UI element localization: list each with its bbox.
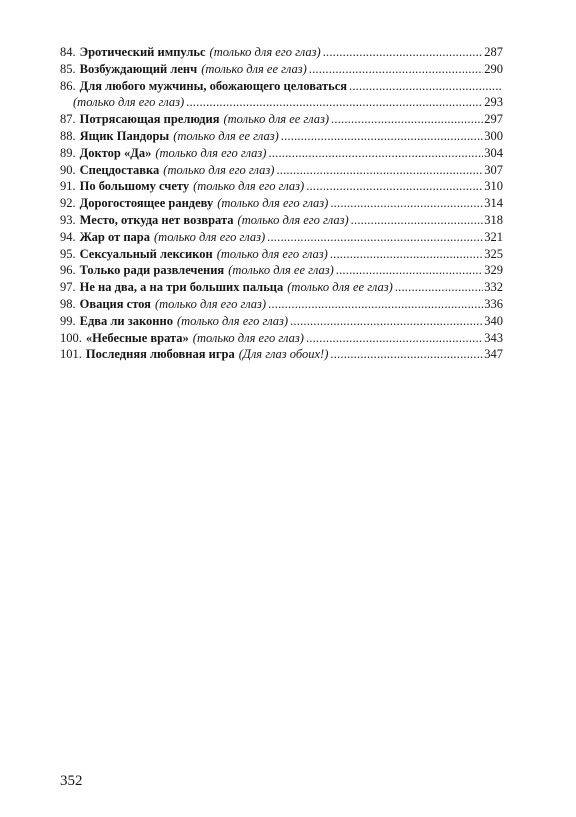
entry-title: Для любого мужчины, обожающего целоваться: [79, 78, 348, 93]
entry-page-number: 329: [484, 263, 503, 278]
entry-page-number: 310: [484, 179, 503, 194]
entry-title: Сексуальный лексикон: [79, 246, 213, 261]
dot-leader: [186, 94, 483, 111]
entry-page-number: 314: [484, 196, 503, 211]
entry-page-number: 347: [484, 347, 503, 362]
entry-note: (только для его глаз): [154, 229, 266, 244]
entry-number: 100.: [60, 330, 82, 345]
entry-number: 90.: [60, 162, 76, 177]
entry-title: Только ради развлечения: [79, 263, 225, 278]
entry-title: Дорогостоящее рандеву: [79, 196, 214, 211]
toc-entry: [60, 279, 503, 296]
toc-entry: [60, 111, 503, 128]
entry-note: (только для ее глаз): [287, 280, 393, 295]
toc-entry: [60, 296, 503, 313]
entry-note: (только для его глаз): [193, 179, 305, 194]
toc-entry: [60, 330, 503, 347]
dot-leader: [331, 111, 483, 128]
entry-number: 89.: [60, 145, 76, 160]
toc-entry: [60, 162, 503, 179]
toc-entry-continuation: [60, 94, 503, 111]
toc-entry: [60, 212, 503, 229]
entry-number: 85.: [60, 61, 76, 76]
entry-number: 95.: [60, 246, 76, 261]
entry-page-number: 343: [484, 330, 503, 345]
toc-entry: [60, 128, 503, 145]
dot-leader: [336, 262, 483, 279]
entry-page-number: 304: [484, 145, 503, 160]
dot-leader: [276, 162, 483, 179]
toc-entry: [60, 346, 503, 363]
entry-title: Место, откуда нет возврата: [79, 212, 234, 227]
entry-note: (только для ее глаз): [173, 128, 279, 143]
toc-entry: [60, 145, 503, 162]
dot-leader: [268, 296, 483, 313]
dot-leader: [306, 178, 483, 195]
entry-page-number: 290: [484, 61, 503, 76]
entry-title: Возбуждающий ленч: [79, 61, 198, 76]
entry-number: 92.: [60, 196, 76, 211]
entry-title: Ящик Пандоры: [79, 128, 170, 143]
dot-leader: [306, 330, 483, 347]
entry-page-number: 325: [484, 246, 503, 261]
entry-number: 98.: [60, 296, 76, 311]
dot-leader: [330, 346, 483, 363]
entry-page-number: 336: [484, 296, 503, 311]
dot-leader: [323, 44, 484, 61]
entry-page-number: 300: [484, 128, 503, 143]
entry-number: 88.: [60, 128, 76, 143]
toc-entry: [60, 195, 503, 212]
entry-number: 101.: [60, 347, 82, 362]
entry-page-number: 340: [484, 313, 503, 328]
entry-note: (только для его глаз): [73, 95, 185, 110]
dot-leader: [395, 279, 483, 296]
toc-entry: [60, 229, 503, 246]
entry-note: (только для ее глаз): [223, 112, 330, 127]
toc-entry: [60, 178, 503, 195]
dot-leader: [290, 313, 483, 330]
entry-note: (только для его глаз): [237, 212, 349, 227]
entry-page-number: 332: [484, 280, 503, 295]
entry-note: (только для его глаз): [217, 196, 329, 211]
entry-number: 97.: [60, 280, 76, 295]
toc-entry: [60, 44, 503, 61]
entry-note: (только для ее глаз): [228, 263, 334, 278]
entry-note: (только для его глаз): [176, 313, 289, 328]
toc-entry: [60, 313, 503, 330]
entry-note: (только для его глаз): [209, 45, 321, 59]
entry-number: 86.: [60, 78, 76, 93]
entry-number: 96.: [60, 263, 76, 278]
toc-entry: [60, 78, 503, 95]
entry-note: (только для ее глаз): [201, 61, 307, 76]
entry-title: «Небесные врата»: [85, 330, 189, 345]
entry-page-number: 287: [484, 45, 503, 59]
dot-leader: [330, 195, 483, 212]
table-of-contents: [60, 44, 503, 363]
entry-number: 99.: [60, 313, 76, 328]
entry-title: Едва ли законно: [79, 313, 173, 328]
entry-number: 91.: [60, 179, 76, 194]
entry-title: Доктор «Да»: [79, 145, 152, 160]
dot-leader: [309, 61, 484, 78]
entry-number: 94.: [60, 229, 76, 244]
entry-title: Потрясающая прелюдия: [79, 112, 220, 127]
entry-page-number: 293: [484, 95, 503, 110]
entry-note: (только для его глаз): [192, 330, 304, 345]
dot-leader: [351, 212, 484, 229]
entry-note: (Для глаз обоих!): [238, 347, 329, 362]
dot-leader: [349, 78, 502, 95]
toc-entry: [60, 61, 503, 78]
entry-page-number: 321: [484, 229, 503, 244]
entry-number: 84.: [60, 45, 76, 59]
entry-page-number: 297: [484, 112, 503, 127]
dot-leader: [330, 246, 483, 263]
entry-title: Последняя любовная игра: [85, 347, 235, 362]
dot-leader: [281, 128, 483, 145]
entry-note: (только для его глаз): [155, 145, 267, 160]
entry-title: Спецдоставка: [79, 162, 160, 177]
entry-title: Жар от пара: [79, 229, 151, 244]
toc-entry: [60, 262, 503, 279]
entry-page-number: 307: [484, 162, 503, 177]
entry-title: Овация стоя: [79, 296, 151, 311]
entry-note: (только для его глаз): [163, 162, 275, 177]
entry-title: По большому счету: [79, 179, 190, 194]
dot-leader: [268, 145, 483, 162]
entry-note: (только для его глаз): [154, 296, 267, 311]
entry-note: (только для его глаз): [216, 246, 328, 261]
entry-title: Не на два, а на три больших пальца: [79, 280, 284, 295]
entry-title: Эротический импульс: [79, 45, 206, 59]
entry-number: 93.: [60, 212, 76, 227]
dot-leader: [267, 229, 483, 246]
entry-number: 87.: [60, 112, 76, 127]
toc-entry: [60, 246, 503, 263]
page-number: 352: [60, 773, 83, 789]
entry-page-number: 318: [484, 212, 503, 227]
